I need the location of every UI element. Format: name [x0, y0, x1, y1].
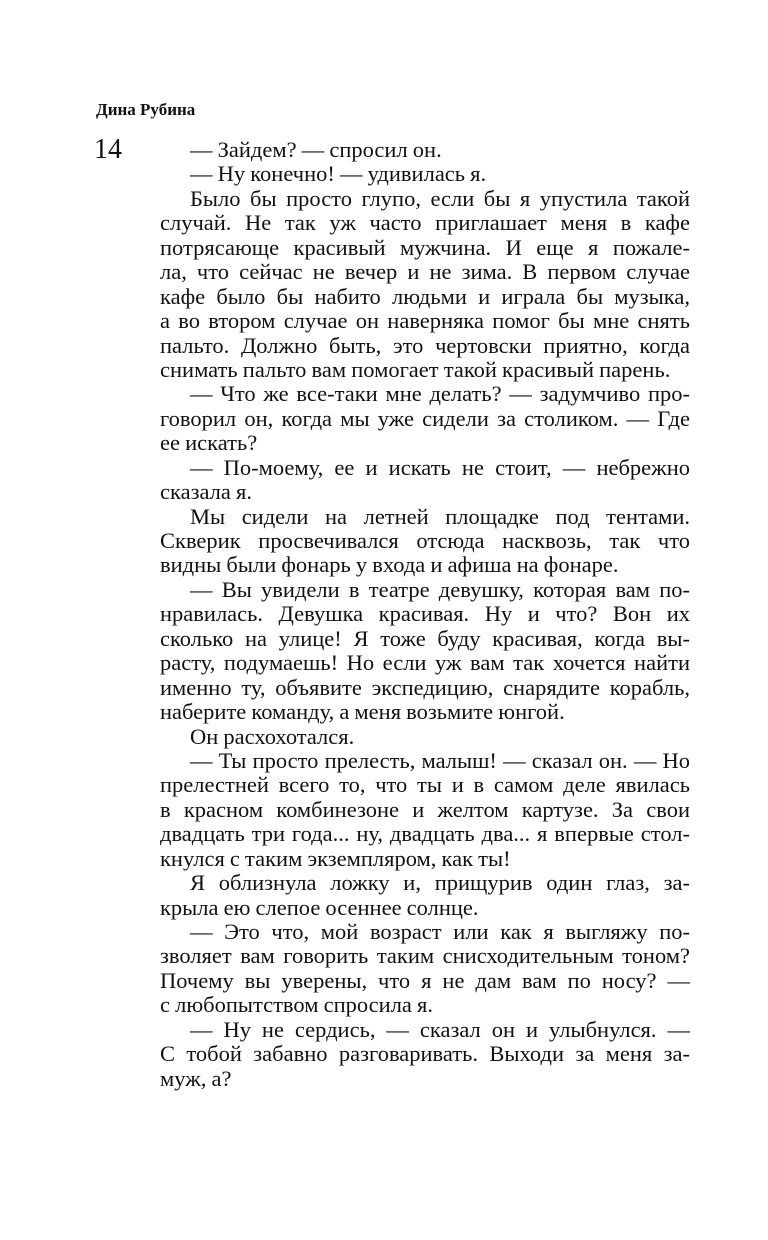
- text-line: муж, а?: [160, 1065, 232, 1091]
- text-line: потрясающе красивый мужчина. И еще я пожале-: [160, 234, 690, 260]
- text-line: крыла ею слепое осеннее солнце.: [160, 894, 479, 920]
- text-line: — Что же все-таки мне делать? — задумчиво про-: [190, 381, 690, 407]
- text-line: — Ну конечно! — удивилась я.: [190, 161, 487, 187]
- text-line: — Вы увидели в театре девушку, которая вам по-: [190, 576, 690, 602]
- text-line: видны были фонарь у входа и афиша на фонаре.: [160, 552, 619, 578]
- text-line: Он расхохотался.: [190, 723, 355, 749]
- text-line: пальто. Должно быть, это чертовски приятно, когда: [160, 332, 690, 358]
- text-line: сказала я.: [160, 479, 252, 505]
- text-line: ее искать?: [160, 430, 258, 456]
- text-line: Мы сидели на летней площадке под тентами.: [190, 503, 690, 529]
- text-line: Скверик просвечивался отсюда насквозь, так что: [160, 528, 690, 553]
- text-line: — Это что, мой возраст или как я выгляжу по-: [190, 919, 690, 944]
- text-line: с любопытством спросила я.: [160, 992, 434, 1018]
- text-line: двадцать три года... ну, двадцать два... я впервые стол-: [160, 821, 690, 847]
- text-line: Я облизнула ложку и, прищурив один глаз, за-: [190, 870, 690, 896]
- text-line: именно ту, объявите экспедицию, снарядите корабль,: [160, 674, 690, 700]
- text-line: в красном комбинезоне и желтом картузе. За свои: [160, 796, 690, 822]
- page-number: 14: [94, 134, 122, 165]
- text-line: снимать пальто вам помогает такой красивый парень.: [160, 356, 671, 382]
- text-line: кнулся с таким экземпляром, как ты!: [160, 845, 511, 871]
- text-line: — Ну не сердись, — сказал он и улыбнулся. —: [190, 1016, 690, 1042]
- text-line: случай. Не так уж часто приглашает меня в кафе: [160, 210, 690, 236]
- text-line: прелестней всего то, что ты и в самом деле явилась: [160, 772, 690, 798]
- text-line: — Ты просто прелесть, малыш! — сказал он. — Но: [190, 747, 690, 773]
- text-line: наберите команду, а меня возьмите юнгой.: [160, 699, 565, 725]
- running-head: Дина Рубина: [96, 100, 196, 119]
- text-line: — Зайдем? — спросил он.: [190, 137, 442, 162]
- body-text: [160, 138, 690, 1091]
- text-line: а во втором случае он наверняка помог бы мне снять: [160, 308, 690, 334]
- text-line: расту, подумаешь! Но если уж вам так хочется найти: [160, 650, 690, 676]
- text-line: кафе было бы набито людьми и играла бы музыка,: [160, 283, 690, 309]
- text-line: — По-моему, ее и искать не стоит, — небрежно: [190, 454, 690, 480]
- text-line: Почему вы уверены, что я не дам вам по носу? —: [160, 967, 690, 993]
- text-line: говорил он, когда мы уже сидели за столиком. — Где: [160, 405, 690, 431]
- text-line: нравилась. Девушка красивая. Ну и что? Вон их: [160, 601, 690, 627]
- text-line: ла, что сейчас не вечер и не зима. В первом случае: [160, 259, 690, 285]
- text-line: сколько на улице! Я тоже буду красивая, когда вы-: [160, 625, 690, 651]
- text-line: зволяет вам говорить таким снисходительным тоном?: [160, 943, 690, 969]
- text-line: Было бы просто глупо, если бы я упустила такой: [190, 185, 690, 211]
- text-line: С тобой забавно разговаривать. Выходи за меня за-: [160, 1041, 690, 1067]
